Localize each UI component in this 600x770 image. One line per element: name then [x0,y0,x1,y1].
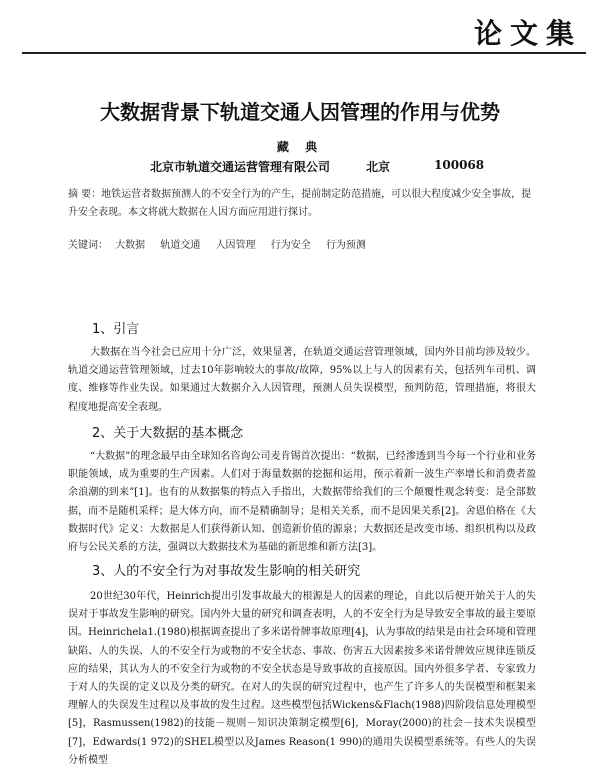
keyword-item: 人因管理 [215,240,256,251]
keywords [68,236,536,251]
section-heading-intro: 1、引言 [92,322,140,337]
affiliation: 北京市轨道交通运营管理有限公司 [150,160,331,174]
header-rule [22,52,586,54]
keywords-label: 关键词： [68,240,108,251]
section-body-unsafe-behavior: 20世纪30年代，Heinrich提出引发事故最大的根源是人的因素的理论，自此以后便开始关于人的失误对于事故发生影响的研究。国内外大量的研究和调查表明，人的不安全行为是导致安全事故的最主要原因。Heinrichela1.(1980)根据调查提出了多米诺骨牌事故原理[4]，认为事故的结果是由社会环境和管理缺陷、人的失误、人的不安全行为或物的不安全状态、事故、伤害五大因素按多米诺骨牌效应规律连锁反应的结果，其认为人的不安全行为或物的不安全状态是导致事故的直接原因。国内外很多学者、专家致力于对人的失误的定义以及分类的研究。在对人的失误的研究过程中，也产生了许多人的失误模型和框架来理解人的失误发生过程以及事故的发生过程。这些模型包括Wickens&Flach(1988)四阶段信息处理模型[5]，Rasmussen(1982)的技能－规则－知识决策制定模型[6]，Moray(2000)的社会－技术失误模型[7]，Edwards(1 972)的SHEL模型以及James Reason(1 990)的通用失误模型系统等。有些人的失误分析模型 [68,591,536,766]
keyword-item: 行为预测 [325,240,366,251]
journal-title: 论文集 [473,17,582,50]
keyword-item: 轨道交通 [160,240,201,251]
paper-author: 藏 典 [276,140,324,154]
section-heading-big-data: 2、关于大数据的基本概念 [92,426,244,441]
keyword-item: 行为安全 [270,240,311,251]
section-heading-unsafe-behavior: 3、人的不安全行为对事故发生影响的相关研究 [92,564,361,579]
keyword-item: 大数据 [115,240,146,251]
section-body-big-data: “大数据”的理念最早由全球知名咨询公司麦肯锡首次提出：“数据，已经渗透到当今每一个行业和业务职能领域，成为重要的生产因素。人们对于海量数据的挖掘和运用，预示着新一波生产率增长和消费者盈余浪潮的到来”[1]。也有的从数据集的特点入手指出，大数据带给我们的三个颠覆性观念转变：是全部数据，而不是随机采样；是大体方向，而不是精确制导；是相关关系，而不是因果关系[2]。舍恩伯格在《大数据时代》定义：大数据是人们获得新认知、创造新价值的源泉；大数据还是改变市场、组织机构以及政府与公民关系的方法，强调以大数据技术为基础的新思维和新方法[3]。 [68,451,536,554]
section-body-intro: 大数据在当今社会已应用十分广泛，效果显著，在轨道交通运营管理领域，国内外目前均涉及较少。轨道交通运营管理领域，过去10年影响较大的事故/故障，95%以上与人的因素有关，包括列车司机、调度、维修等作业失误。如果通过大数据介入人因管理，预测人员失误模型，预判防范，管理措施，将很大程度地提高安全表现。 [68,347,536,413]
postcode: 100068 [434,158,485,172]
abstract: 摘 要：地铁运营者数据预测人的不安全行为的产生，提前制定防范措施，可以很大程度减少安全事故，提升安全表现。本文将就大数据在人因方面应用进行探讨。 [68,189,532,218]
city: 北京 [366,160,391,174]
paper-title: 大数据背景下轨道交通人因管理的作用与优势 [100,100,500,124]
affiliation-line [150,158,484,175]
